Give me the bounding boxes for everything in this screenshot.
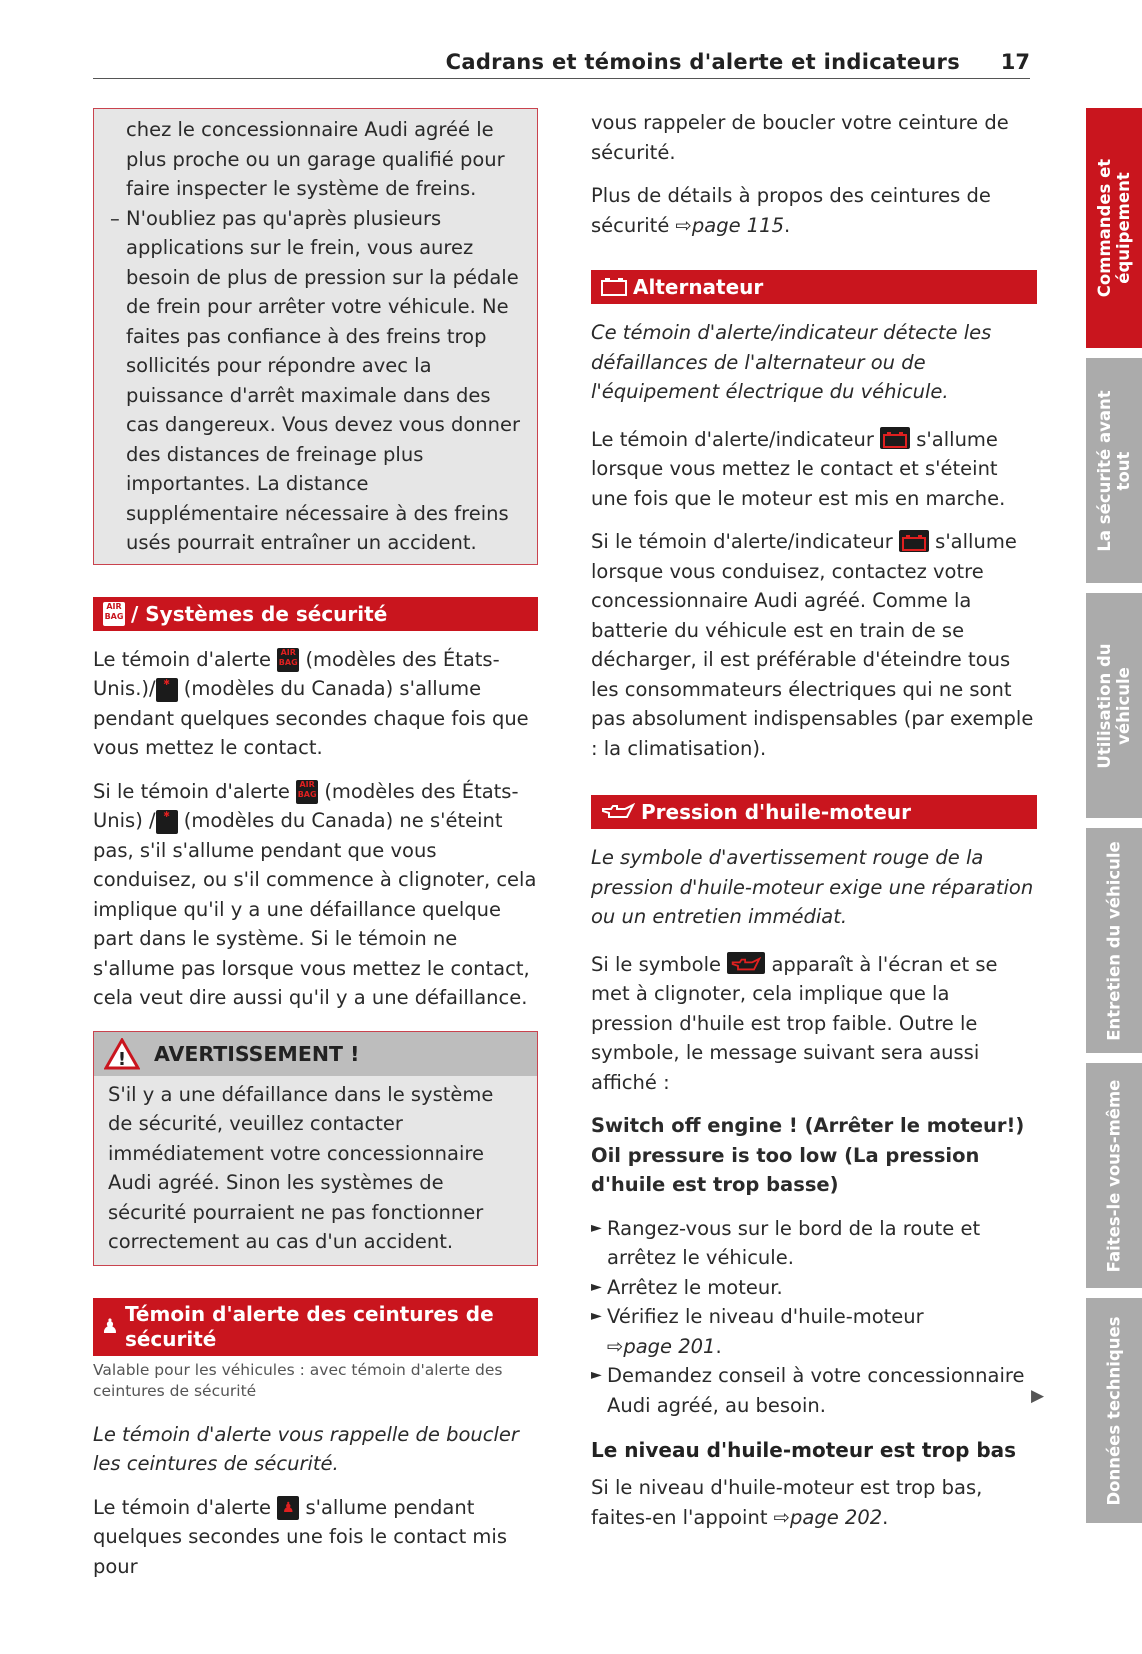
arrow-icon: ⇨ bbox=[773, 1505, 791, 1529]
seatbelt-warning-icon: ♟ bbox=[277, 1496, 299, 1520]
belts-paragraph-continued: vous rappeler de boucler votre ceinture de sécurité. bbox=[591, 111, 1009, 164]
airbag-icon: AIR BAG bbox=[277, 648, 299, 672]
list-item: ► Arrêtez le moteur. bbox=[591, 1275, 783, 1299]
section-title: Pression d'huile-moteur bbox=[641, 800, 911, 824]
section-title: Alternateur bbox=[633, 275, 764, 299]
side-tab-commandes[interactable]: Commandes et équipement bbox=[1086, 108, 1142, 348]
oil-paragraph: Si le symbole apparaît à l'écran et se met à clignoter, cela implique que la pression d'huile est trop faible. Outre le symbole, le message suivant sera aussi affiché : bbox=[591, 952, 998, 1094]
warning-header bbox=[94, 1032, 537, 1076]
warning-box bbox=[93, 1031, 538, 1266]
list-item: ► Demandez conseil à votre concessionnaire Audi agréé, au besoin. bbox=[591, 1364, 1025, 1417]
dash-text: N'oubliez pas qu'après plusieurs applications sur le frein, vous aurez besoin de plus de pression sur la pédale de frein pour arrêter votre véhicule. Ne faites pas confiance à des freins trop sollicités pour répondre avec la puissance d'arrêt maximale dans des cas dangereux. Vous devez vous donner des distances de freinage plus importantes. La distance supplémentaire nécessaire à des freins usés pourrait entraîner un accident. bbox=[126, 206, 521, 554]
side-tab-securite[interactable]: La sécurité avant tout bbox=[1086, 358, 1142, 583]
list-item: ► Vérifiez le niveau d'huile-moteur ⇨page 201. bbox=[591, 1305, 924, 1358]
page-header bbox=[93, 44, 1030, 79]
page-link[interactable]: page 202 bbox=[790, 1505, 883, 1529]
subsection-title: Le niveau d'huile-moteur est trop bas bbox=[591, 1438, 1017, 1462]
section-title: Témoin d'alerte des ceintures de sécurité bbox=[124, 1301, 494, 1351]
oil-low-paragraph: Si le niveau d'huile-moteur est trop bas, faites-en l'appoint ⇨page 202. bbox=[591, 1476, 983, 1529]
battery-warning-icon bbox=[899, 530, 929, 552]
oil-intro: Le symbole d'avertissement rouge de la pression d'huile-moteur exige une réparation ou un entretien immédiat. bbox=[591, 846, 1034, 928]
oil-steps-list bbox=[591, 1214, 1037, 1421]
page-title: Cadrans et témoins d'alerte et indicateurs bbox=[445, 50, 960, 74]
oil-can-icon bbox=[601, 803, 635, 821]
section-header-belts bbox=[93, 1298, 538, 1356]
page-link[interactable]: page 115 bbox=[691, 213, 784, 237]
side-tab-utilisation[interactable]: Utilisation du véhicule bbox=[1086, 593, 1142, 818]
section-title: / Systèmes de sécurité bbox=[131, 601, 388, 626]
alternator-intro: Ce témoin d'alerte/indicateur détecte les défaillances de l'alternateur ou de l'équipement électrique du véhicule. bbox=[591, 321, 992, 403]
passenger-airbag-icon: ✱ bbox=[156, 810, 178, 834]
next-page-arrow-icon[interactable]: ▶ bbox=[1031, 1386, 1045, 1406]
side-tab-donnees[interactable]: Données techniques bbox=[1086, 1298, 1142, 1523]
battery-icon bbox=[601, 278, 627, 296]
warning-text: S'il y a une défaillance dans le système de sécurité, veuillez contacter immédiatement votre concessionnaire Audi agréé. Sinon les systèmes de sécurité pourraient ne pas fonctionner correctement au cas d'un accident. bbox=[108, 1082, 494, 1253]
seatbelt-icon: ♟ bbox=[101, 1314, 119, 1338]
warning-title: AVERTISSEMENT ! bbox=[154, 1041, 360, 1066]
arrow-icon: ⇨ bbox=[675, 213, 692, 237]
validity-note: Valable pour les véhicules : avec témoin d'alerte des ceintures de sécurité bbox=[93, 1360, 503, 1400]
belts-more-info: Plus de détails à propos des ceintures de sécurité ⇨page 115. bbox=[591, 184, 991, 237]
page-link[interactable]: page 201 bbox=[623, 1334, 716, 1358]
dash-item bbox=[110, 204, 521, 558]
page-number: 17 bbox=[1000, 50, 1030, 74]
list-item: ► Rangez-vous sur le bord de la route et arrêtez le véhicule. bbox=[591, 1216, 981, 1269]
belts-intro: Le témoin d'alerte vous rappelle de boucler les ceintures de sécurité. bbox=[93, 1422, 519, 1475]
warning-triangle-icon bbox=[104, 1038, 140, 1070]
oil-message: Switch off engine ! (Arrêter le moteur!) Oil pressure is too low (La pression d'huile est trop basse) bbox=[591, 1114, 1025, 1196]
side-tab-entretien[interactable]: Entretien du véhicule bbox=[1086, 828, 1142, 1053]
airbag-icon: AIR BAG bbox=[103, 602, 125, 626]
section-header-safety bbox=[93, 597, 538, 631]
oil-pressure-warning-icon bbox=[727, 952, 765, 974]
battery-warning-icon bbox=[880, 427, 910, 449]
passenger-airbag-icon: ✱ bbox=[156, 678, 178, 702]
continued-warning-box bbox=[93, 108, 538, 565]
left-column bbox=[93, 108, 538, 1581]
right-column bbox=[591, 108, 1037, 1532]
dash-marker: – bbox=[110, 206, 120, 230]
side-tab-faites-le[interactable]: Faites-le vous-même bbox=[1086, 1063, 1142, 1288]
arrow-icon: ⇨ bbox=[607, 1334, 624, 1358]
airbag-icon: AIR BAG bbox=[296, 780, 318, 804]
section-header-alternator bbox=[591, 270, 1037, 304]
box-paragraph: chez le concessionnaire Audi agréé le plus proche ou un garage qualifié pour faire inspecter le système de freins. bbox=[126, 118, 505, 200]
belts-paragraph: Le témoin d'alerte ♟ s'allume pendant quelques secondes une fois le contact mis pour bbox=[93, 1495, 507, 1578]
svg-text:!: ! bbox=[117, 1048, 127, 1070]
alternator-paragraph-2: Si le témoin d'alerte/indicateur s'allume lorsque vous conduisez, contactez votre concessionnaire Audi agréé. Comme la batterie du véhicule est en train de se décharger, il est préférable d'éteindre tous les consommateurs électriques qui ne sont pas absolument indispensables (par exemple : la climatisation). bbox=[591, 530, 1034, 760]
safety-paragraph-1: Le témoin d'alerte AIR BAG (modèles des États-Unis.)/ ✱ (modèles du Canada) s'allume pendant quelques secondes chaque fois que vous mettez le contact. bbox=[93, 647, 529, 759]
safety-paragraph-2: Si le témoin d'alerte AIR BAG (modèles des États-Unis) / ✱ (modèles du Canada) ne s'éteint pas, s'il s'allume pendant que vous conduisez, ou s'il commence à clignoter, cela implique qu'il y a une défaillance quelque part dans le système. Si le témoin ne s'allume pas lorsque vous mettez le contact, cela veut dire aussi qu'il y a une défaillance. bbox=[93, 779, 537, 1009]
section-header-oil bbox=[591, 795, 1037, 829]
alternator-paragraph-1: Le témoin d'alerte/indicateur s'allume lorsque vous mettez le contact et s'éteint une fois que le moteur est mis en marche. bbox=[591, 427, 1006, 510]
